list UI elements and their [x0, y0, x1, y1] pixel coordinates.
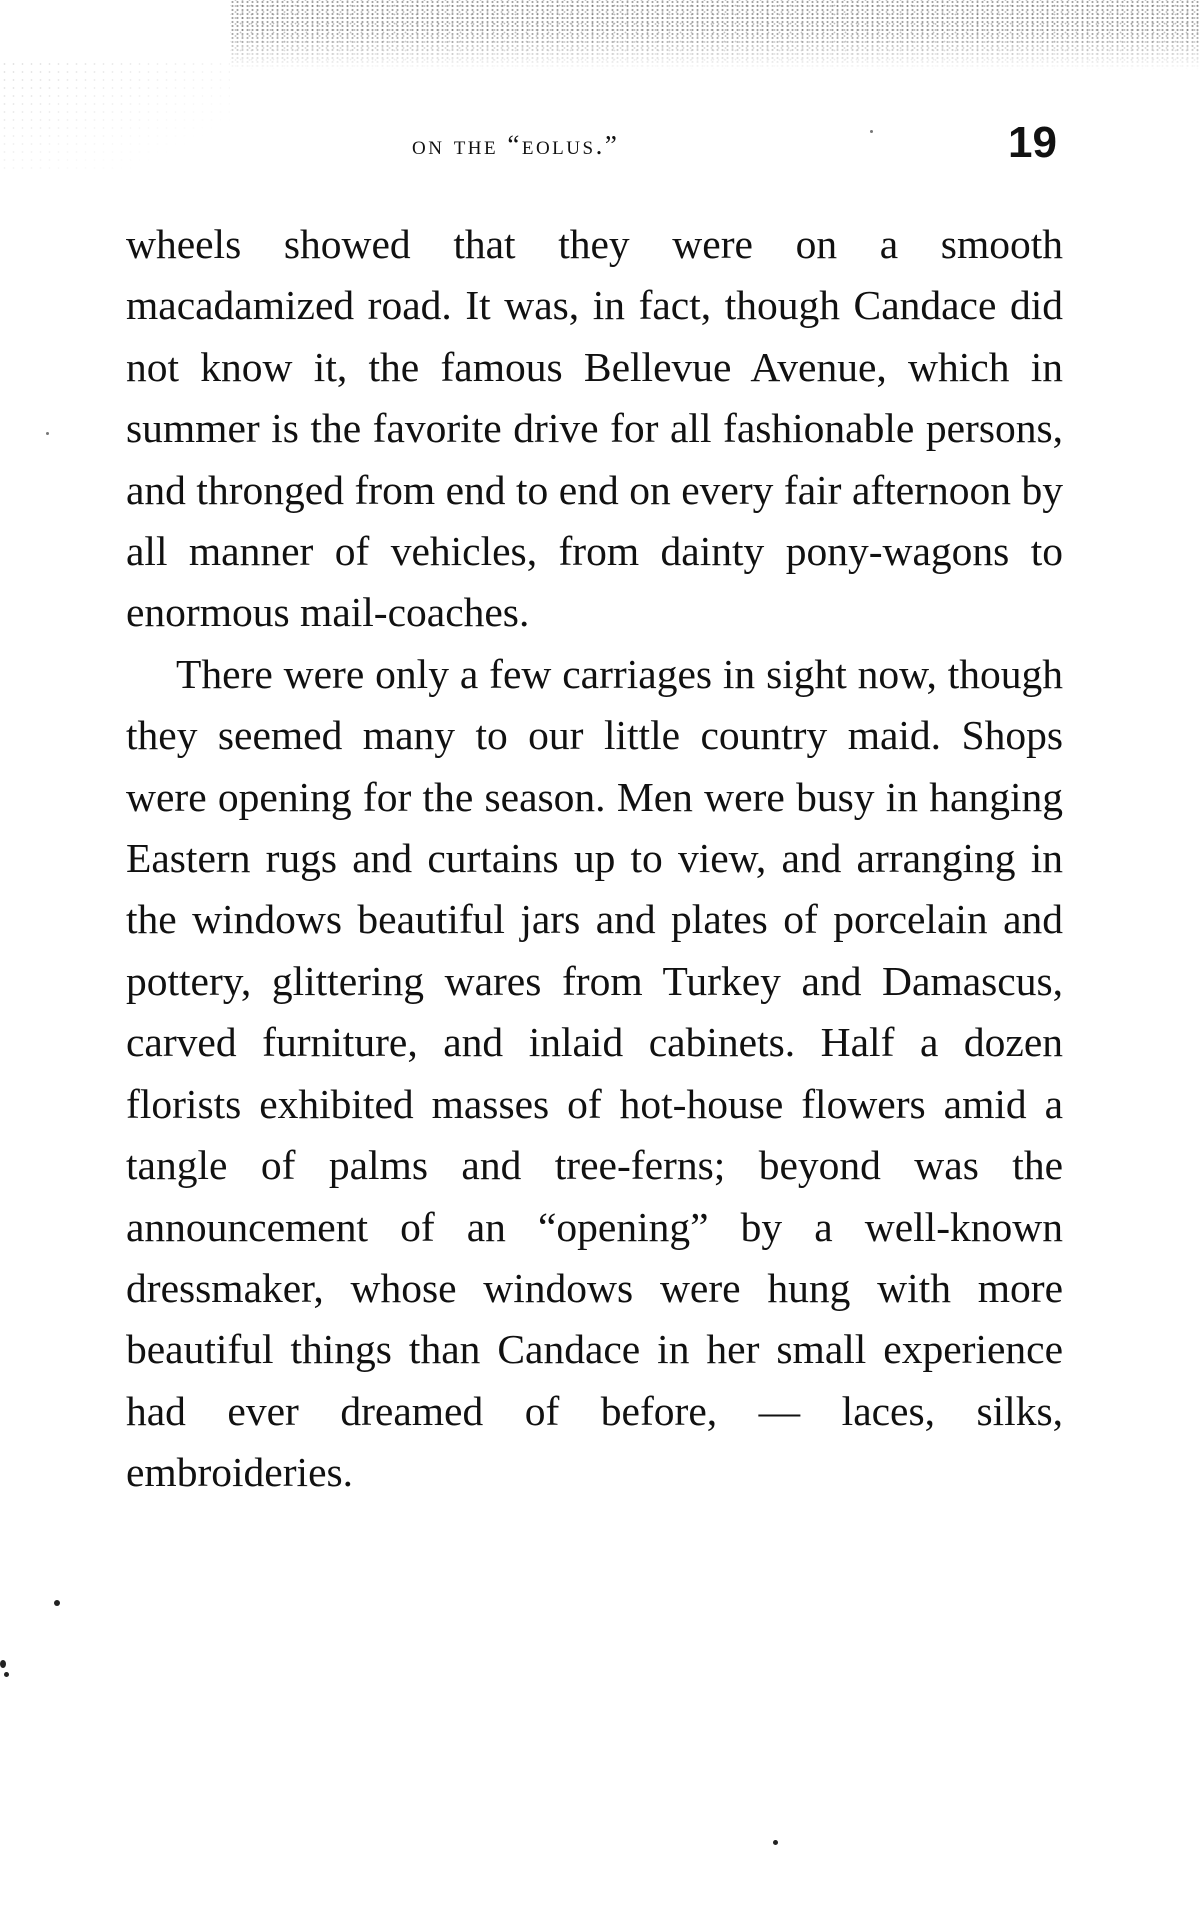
- page-number: 19: [1008, 118, 1057, 167]
- running-title: on the “eolus.”: [412, 130, 620, 160]
- paragraph: There were only a few carriages in sight now, though they seemed many to our little country maid. Shops were opening for the season. Men were busy in hanging Eastern rugs and curtains up to view, and arranging in the windows beautiful jars and plates of porcelain and pottery, glittering wares from Turkey and Damascus, carved furniture, and inlaid cabinets. Half a dozen florists exhibited masses of hot-house flowers amid a tangle of palms and tree-ferns; beyond was the announcement of an “opening” by a well-known dressmaker, whose windows were hung with more beautiful things than Candace in her small experience had ever dreamed of before, — laces, silks, embroideries.: [126, 650, 1063, 1496]
- running-head: [0, 118, 1200, 168]
- margin-speck: [4, 1672, 9, 1677]
- margin-speck: [46, 432, 49, 435]
- margin-speck: [870, 130, 873, 133]
- margin-speck: [773, 1840, 778, 1845]
- print-noise-top: [230, 0, 1200, 70]
- paragraph-continuation: wheels showed that they were on a smooth macadamized road. It was, in fact, though Candace did not know it, the famous Bellevue Avenue, which in summer is the favorite drive for all fashionable persons, and thronged from end to end on every fair afternoon by all manner of vehicles, from dainty pony-wagons to enormous mail-coaches.: [126, 221, 1063, 636]
- body-text: [126, 214, 1063, 1504]
- margin-speck: [54, 1600, 60, 1606]
- margin-speck: [0, 1660, 6, 1668]
